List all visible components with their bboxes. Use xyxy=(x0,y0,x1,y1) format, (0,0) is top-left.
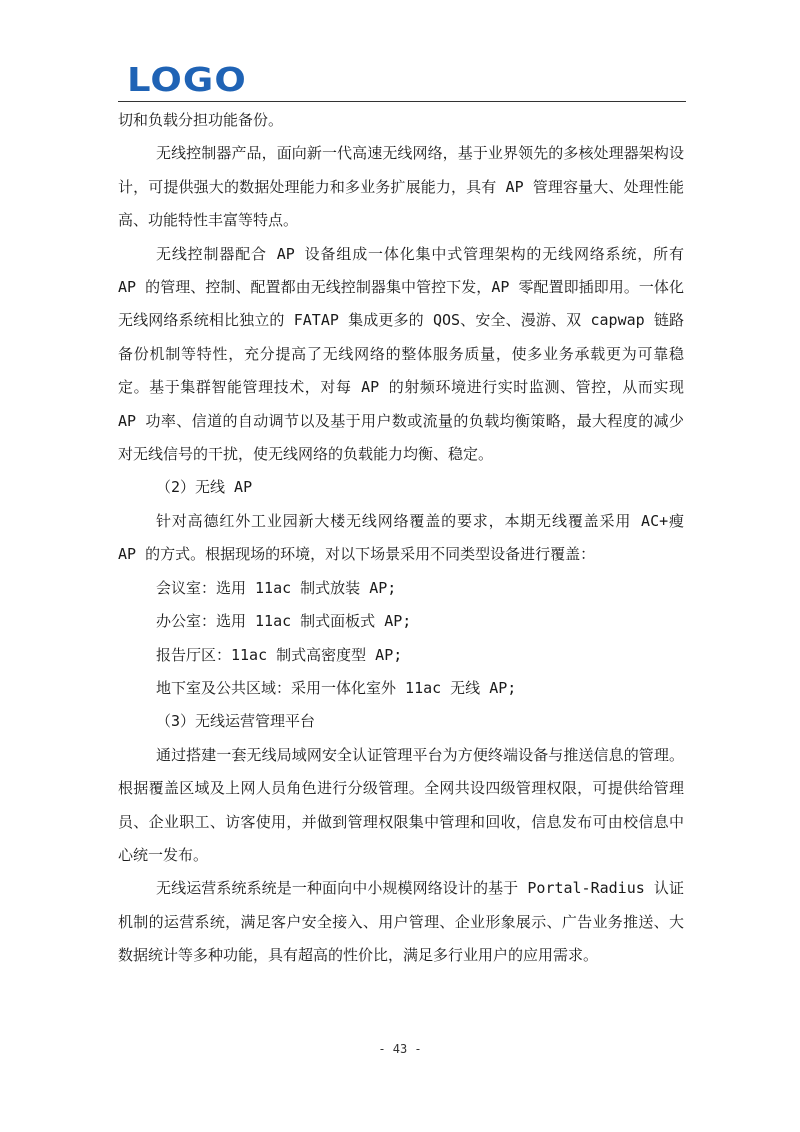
section-heading: （3）无线运营管理平台 xyxy=(156,712,316,731)
paragraph: 通过搭建一套无线局域网安全认证管理平台为方便终端设备与推送信息的管理。根据覆盖区域及上网人员角色进行分级管理。全网共设四级管理权限，可提供给管理员、企业职工、访客使用，并做到管理权限集中管理和回收，信息发布可由校信息中心统一发布。 xyxy=(118,745,684,864)
document-body xyxy=(118,104,684,973)
list-item: 办公室：选用 11ac 制式面板式 AP; xyxy=(156,612,412,631)
list-item: 会议室：选用 11ac 制式放装 AP; xyxy=(156,578,397,597)
page-number: - 43 - xyxy=(378,1042,422,1056)
section-heading: （2）无线 AP xyxy=(156,478,253,497)
header-rule xyxy=(118,101,686,102)
paragraph: 无线运营系统系统是一种面向中小规模网络设计的基于 Portal-Radius 认证机制的运营系统，满足客户安全接入、用户管理、企业形象展示、广告业务推送、大数据统计等多种功能，具有超高的性价比，满足多行业用户的应用需求。 xyxy=(118,879,684,965)
paragraph: 无线控制器配合 AP 设备组成一体化集中式管理架构的无线网络系统，所有 AP 的管理、控制、配置都由无线控制器集中管控下发，AP 零配置即插即用。一体化无线网络系统相比独立的 FATAP 集成更多的 QOS、安全、漫游、双 capwap 链路备份机制等特性，充分提高了无线网络的整体服务质量，使多业务承载更为可靠稳定。基于集群智能管理技术，对每 AP 的射频环境进行实时监测、管控，从而实现 AP 功率、信道的自动调节以及基于用户数或流量的负载均衡策略，最大程度的减少对无线信号的干扰，使无线网络的负载能力均衡、稳定。 xyxy=(118,244,684,464)
list-item: 地下室及公共区域：采用一体化室外 11ac 无线 AP; xyxy=(156,678,517,697)
paragraph: 针对高德红外工业园新大楼无线网络覆盖的要求，本期无线覆盖采用 AC+瘦 AP 的方式。根据现场的环境，对以下场景采用不同类型设备进行覆盖： xyxy=(118,511,684,564)
list-item: 报告厅区：11ac 制式高密度型 AP; xyxy=(156,645,403,664)
logo: LOGO xyxy=(127,60,247,99)
paragraph: 无线控制器产品，面向新一代高速无线网络，基于业界领先的多核处理器架构设计，可提供强大的数据处理能力和多业务扩展能力，具有 AP 管理容量大、处理性能高、功能特性丰富等特点。 xyxy=(118,144,684,230)
paragraph: 切和负载分担功能备份。 xyxy=(118,111,284,129)
